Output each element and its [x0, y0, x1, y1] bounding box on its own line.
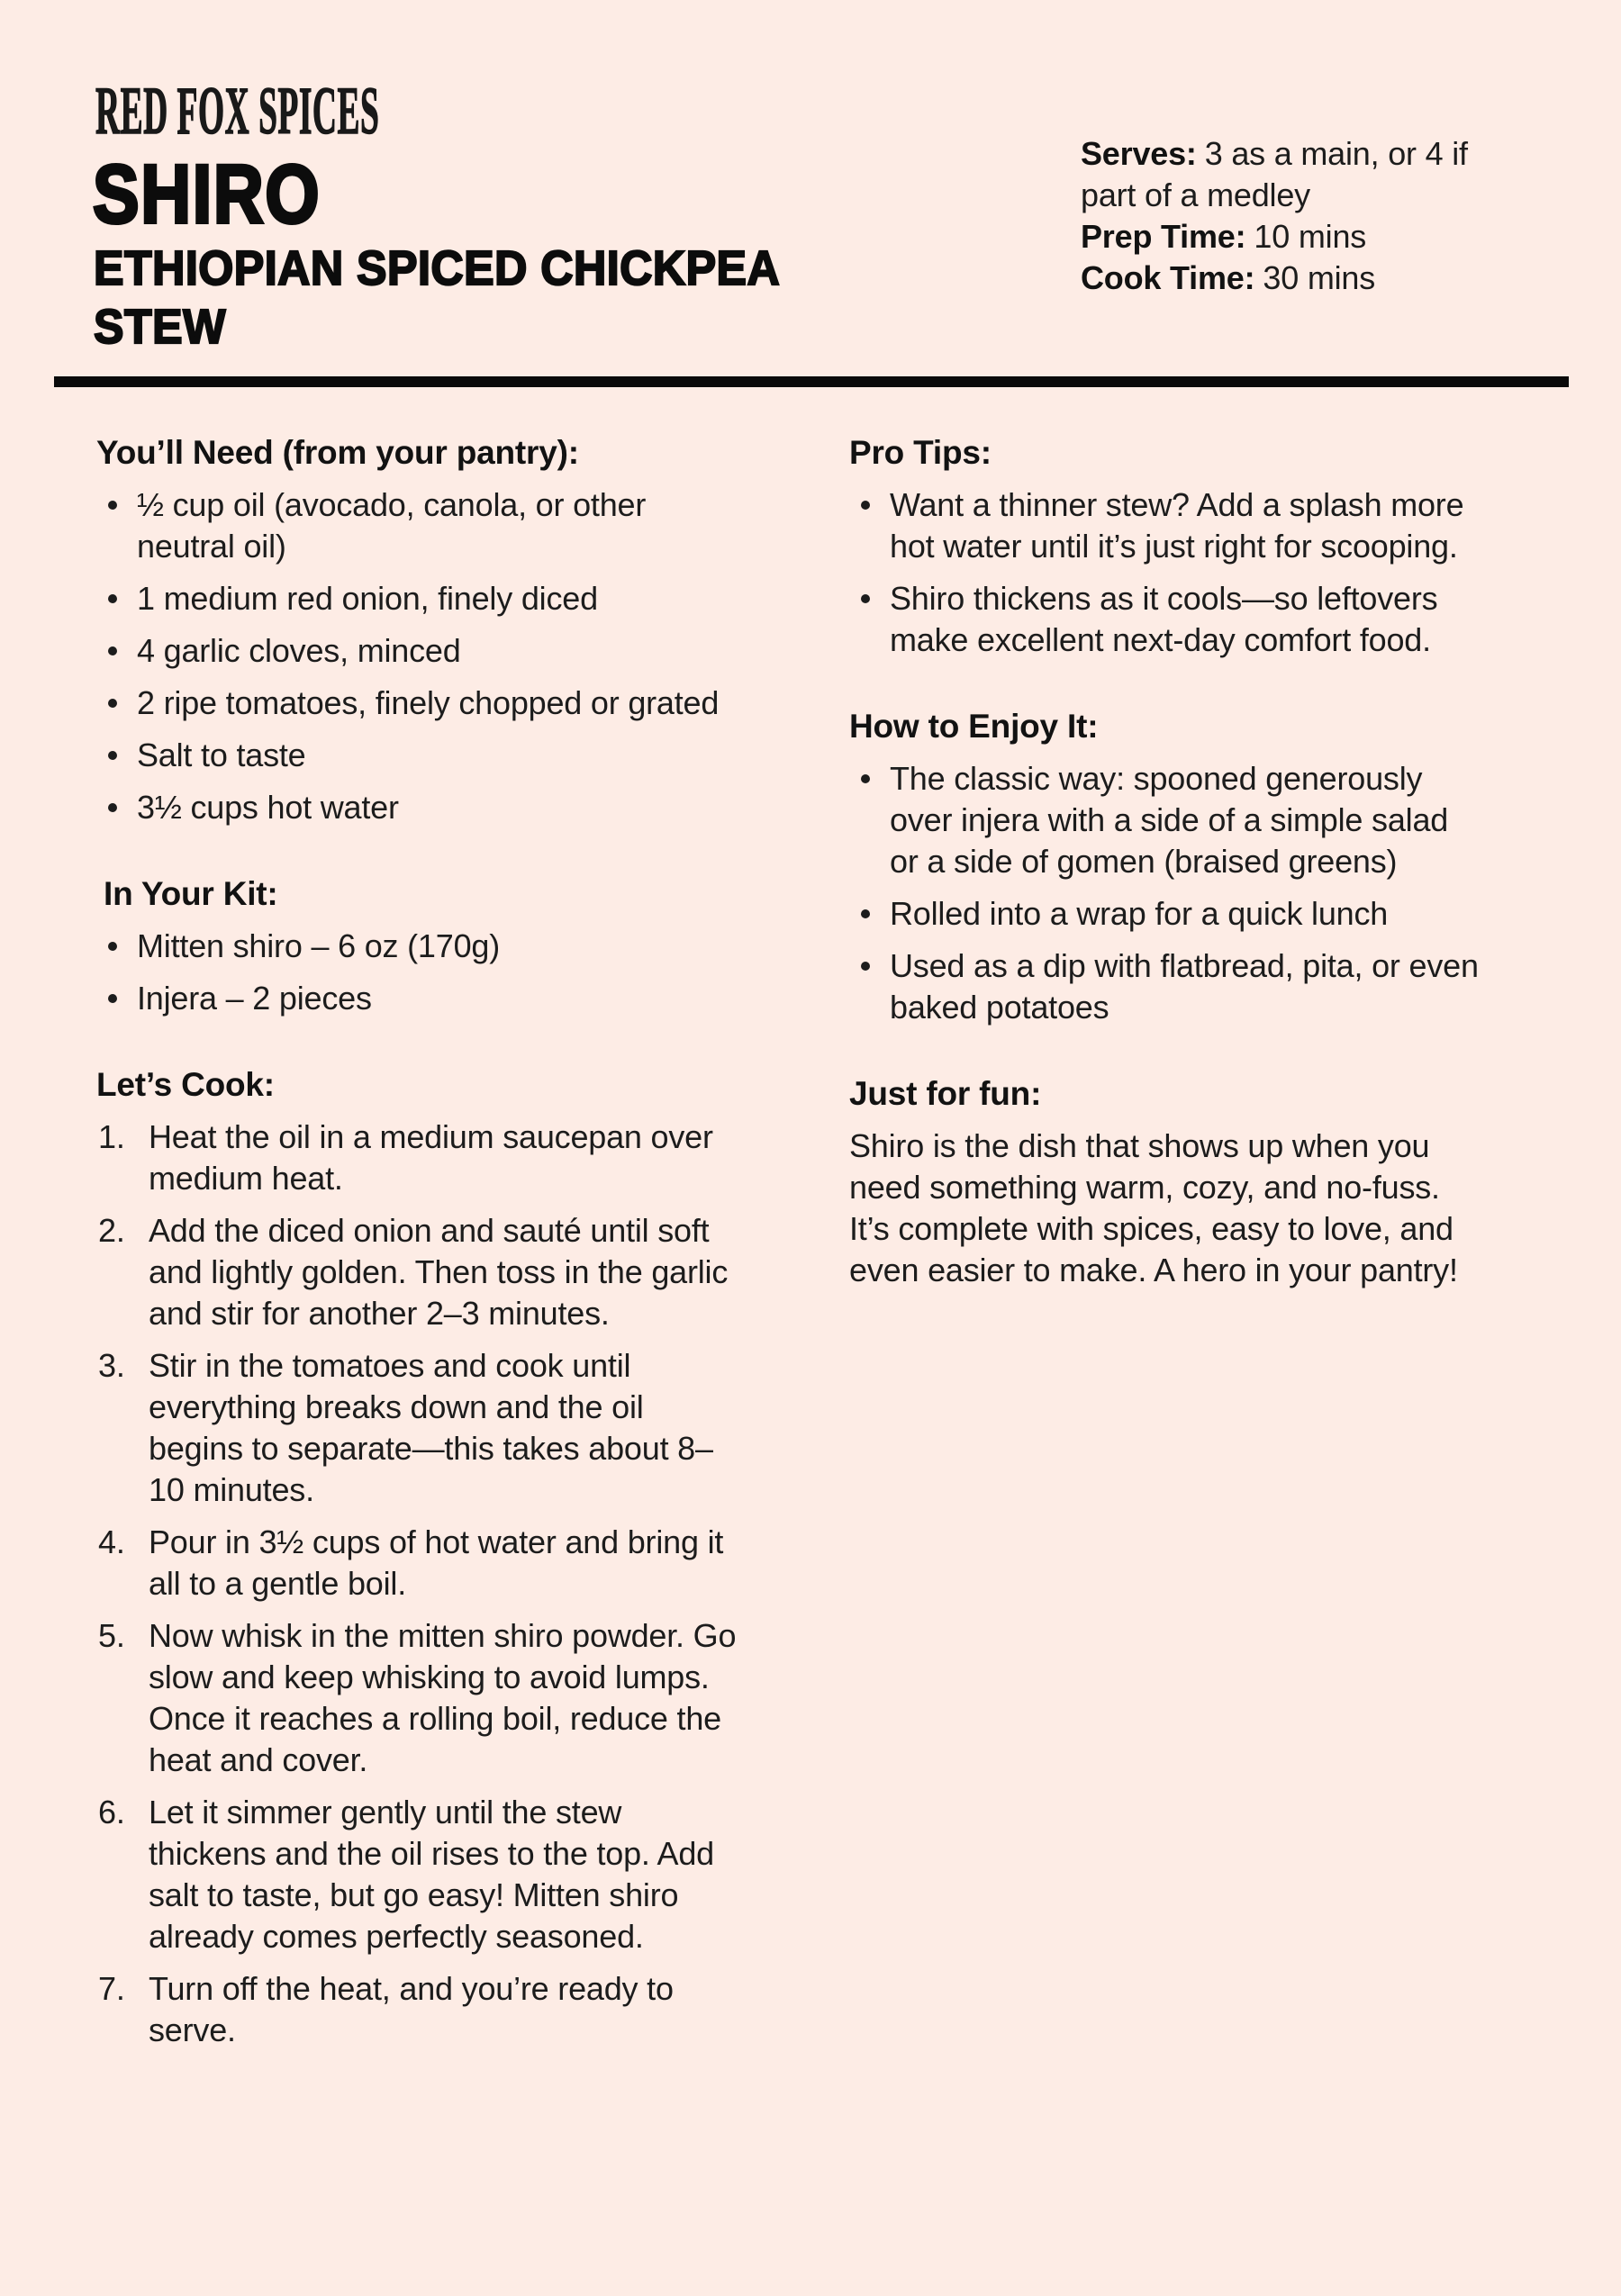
recipe-title: SHIRO: [93, 149, 321, 240]
bullet-icon: [108, 699, 117, 708]
cook-step: [96, 1116, 738, 1199]
pro-tip-item: [849, 484, 1480, 567]
cook-step-text: Stir in the tomatoes and cook until everything breaks down and the oil begins to separate—this takes about 8–10 minutes.: [149, 1347, 713, 1508]
bullet-icon: [108, 646, 117, 655]
bullet-icon: [108, 942, 117, 951]
bullet-icon: [108, 994, 117, 1003]
meta-value: 30 mins: [1263, 259, 1376, 296]
meta-row: [1081, 258, 1511, 299]
meta-label: Serves:: [1081, 135, 1197, 172]
meta-row: [1081, 216, 1511, 258]
enjoy-list-item: [849, 945, 1480, 1028]
cook-step: [96, 1792, 738, 1957]
pro-tips-list: [849, 484, 1480, 661]
section-heading-pantry: You’ll Need (from your pantry):: [96, 434, 579, 471]
bullet-icon: [861, 594, 870, 603]
section-heading-cook: Let’s Cook:: [96, 1066, 275, 1103]
fun-paragraph: Shiro is the dish that shows up when you need something warm, cozy, and no-fuss. It’s complete with spices, easy to love, and even easier to make. A hero in your pantry!: [849, 1127, 1458, 1288]
cook-step: [96, 1522, 738, 1604]
pantry-list-item: [96, 735, 738, 776]
pantry-item-text: 2 ripe tomatoes, finely chopped or grated: [137, 684, 720, 721]
meta-value: 10 mins: [1254, 218, 1367, 255]
section-heading-kit: In Your Kit:: [104, 875, 278, 912]
brand-wordmark: RED FOX SPICES: [95, 74, 380, 149]
kit-list: [96, 926, 738, 1019]
bullet-icon: [861, 909, 870, 918]
pantry-list: [96, 484, 738, 828]
enjoy-list-item: [849, 893, 1480, 935]
kit-item-text: Injera – 2 pieces: [137, 980, 372, 1017]
meta-value: 3 as a main, or 4 if part of a medley: [1081, 135, 1468, 213]
cook-step: [96, 1210, 738, 1334]
cook-step: [96, 1968, 738, 2051]
bullet-icon: [861, 501, 870, 510]
pantry-item-text: ½ cup oil (avocado, canola, or other neutral oil): [137, 486, 647, 565]
bullet-icon: [861, 962, 870, 971]
pro-tip-item: [849, 578, 1480, 661]
meta-label: Prep Time:: [1081, 218, 1246, 255]
cook-step-text: Add the diced onion and sauté until soft and lightly golden. Then toss in the garlic and stir for another 2–3 minutes.: [149, 1212, 729, 1332]
cook-step: [96, 1615, 738, 1781]
cook-steps-list: [96, 1116, 738, 2051]
bullet-icon: [861, 774, 870, 783]
cook-step-text: Now whisk in the mitten shiro powder. Go slow and keep whisking to avoid lumps. Once it reaches a rolling boil, reduce the heat and cover.: [149, 1617, 737, 1778]
pantry-list-item: [96, 682, 738, 724]
bullet-icon: [108, 803, 117, 812]
pantry-item-text: 1 medium red onion, finely diced: [137, 580, 598, 617]
recipe-meta: [1081, 133, 1511, 299]
enjoy-item-text: The classic way: spooned generously over injera with a side of a simple salad or a side of gomen (braised greens): [890, 760, 1449, 880]
left-column: [96, 432, 738, 2062]
pantry-item-text: 3½ cups hot water: [137, 789, 399, 826]
section-heading-enjoy: How to Enjoy It:: [849, 708, 1099, 745]
pantry-item-text: 4 garlic cloves, minced: [137, 632, 461, 669]
pantry-list-item: [96, 630, 738, 672]
header-divider-rule: [54, 376, 1569, 387]
kit-item-text: Mitten shiro – 6 oz (170g): [137, 927, 500, 964]
pantry-list-item: [96, 578, 738, 619]
cook-step-text: Turn off the heat, and you’re ready to serve.: [149, 1970, 674, 2048]
enjoy-list-item: [849, 758, 1480, 882]
enjoy-item-text: Rolled into a wrap for a quick lunch: [890, 895, 1389, 932]
section-heading-pro-tips: Pro Tips:: [849, 434, 992, 471]
meta-row: [1081, 133, 1511, 216]
kit-list-item: [96, 978, 738, 1019]
cook-step-text: Heat the oil in a medium saucepan over medium heat.: [149, 1118, 713, 1197]
bullet-icon: [108, 501, 117, 510]
enjoy-list: [849, 758, 1480, 1028]
cook-step: [96, 1345, 738, 1511]
section-heading-fun: Just for fun:: [849, 1075, 1042, 1112]
bullet-icon: [108, 594, 117, 603]
pantry-list-item: [96, 484, 738, 567]
recipe-subtitle: ETHIOPIAN SPICED CHICKPEA STEW: [94, 241, 779, 354]
pro-tip-text: Want a thinner stew? Add a splash more hot water until it’s just right for scooping.: [890, 486, 1464, 565]
enjoy-item-text: Used as a dip with flatbread, pita, or even baked potatoes: [890, 947, 1479, 1026]
pantry-list-item: [96, 787, 738, 828]
cook-step-text: Let it simmer gently until the stew thickens and the oil rises to the top. Add salt to taste, but go easy! Mitten shiro already comes perfectly seasoned.: [149, 1794, 714, 1955]
pantry-item-text: Salt to taste: [137, 737, 306, 773]
bullet-icon: [108, 751, 117, 760]
right-column: [849, 432, 1480, 1291]
kit-list-item: [96, 926, 738, 967]
cook-step-text: Pour in 3½ cups of hot water and bring it all to a gentle boil.: [149, 1523, 724, 1602]
meta-label: Cook Time:: [1081, 259, 1255, 296]
pro-tip-text: Shiro thickens as it cools—so leftovers make excellent next-day comfort food.: [890, 580, 1438, 658]
